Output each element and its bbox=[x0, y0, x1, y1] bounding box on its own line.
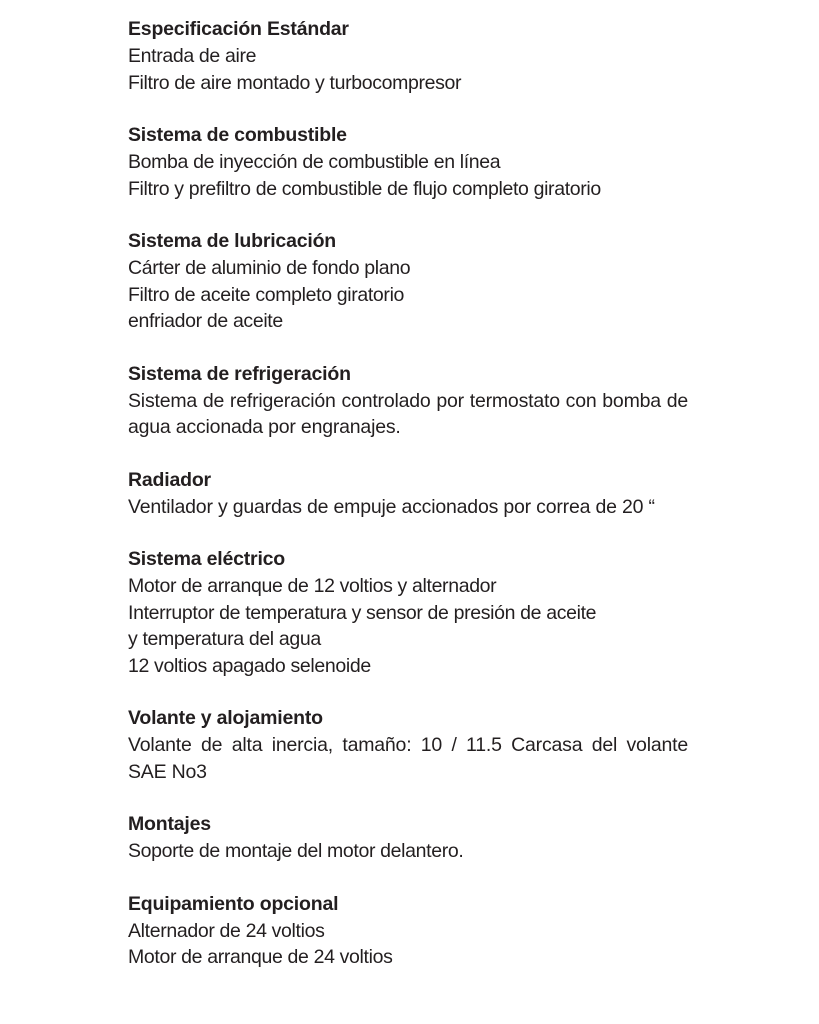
section-line: 12 voltios apagado selenoide bbox=[128, 654, 371, 677]
section-line: enfriador de aceite bbox=[128, 310, 283, 332]
section-heading: Sistema de refrigeración bbox=[128, 362, 351, 385]
section-radiator bbox=[128, 467, 688, 521]
section-line: Bomba de inyección de combustible en línea bbox=[128, 151, 501, 173]
section-paragraph: Ventilador y guardas de empuje accionados por correa de 20 “ bbox=[128, 495, 655, 518]
section-flywheel-housing bbox=[128, 705, 688, 785]
section-heading: Radiador bbox=[128, 468, 211, 491]
section-line: Soporte de montaje del motor delantero. bbox=[128, 840, 464, 862]
section-fuel-system bbox=[128, 122, 688, 202]
section-electrical-system bbox=[128, 546, 688, 679]
section-line: Cárter de aluminio de fondo plano bbox=[128, 257, 411, 279]
spec-document bbox=[128, 16, 688, 997]
section-heading: Sistema de combustible bbox=[128, 124, 347, 146]
section-line: Filtro de aire montado y turbocompresor bbox=[128, 71, 462, 94]
section-mountings bbox=[128, 811, 688, 865]
section-standard-spec bbox=[128, 16, 688, 96]
section-line: Motor de arranque de 12 voltios y alternador bbox=[128, 575, 497, 597]
section-line: Filtro y prefiltro de combustible de flujo completo giratorio bbox=[128, 177, 601, 200]
section-line: y temperatura del agua bbox=[128, 628, 321, 650]
section-heading: Sistema de lubricación bbox=[128, 230, 337, 252]
section-line: Entrada de aire bbox=[128, 45, 257, 67]
section-optional-equipment bbox=[128, 891, 688, 971]
section-line: Alternador de 24 voltios bbox=[128, 919, 325, 942]
section-heading: Equipamiento opcional bbox=[128, 892, 339, 915]
section-cooling-system bbox=[128, 361, 688, 441]
section-line: Motor de arranque de 24 voltios bbox=[128, 946, 393, 968]
section-line: Interruptor de temperatura y sensor de presión de aceite bbox=[128, 601, 597, 624]
section-heading: Especificación Estándar bbox=[128, 18, 349, 40]
section-paragraph: Sistema de refrigeración controlado por termostato con bomba de agua accionada por engranajes. bbox=[128, 389, 688, 438]
section-line: Filtro de aceite completo giratorio bbox=[128, 283, 405, 306]
section-lubrication-system bbox=[128, 228, 688, 335]
section-heading: Sistema eléctrico bbox=[128, 548, 286, 570]
section-heading: Montajes bbox=[128, 813, 211, 835]
section-heading: Volante y alojamiento bbox=[128, 707, 323, 729]
section-paragraph: Volante de alta inercia, tamaño: 10 / 11.5 Carcasa del volante SAE No3 bbox=[128, 734, 688, 783]
